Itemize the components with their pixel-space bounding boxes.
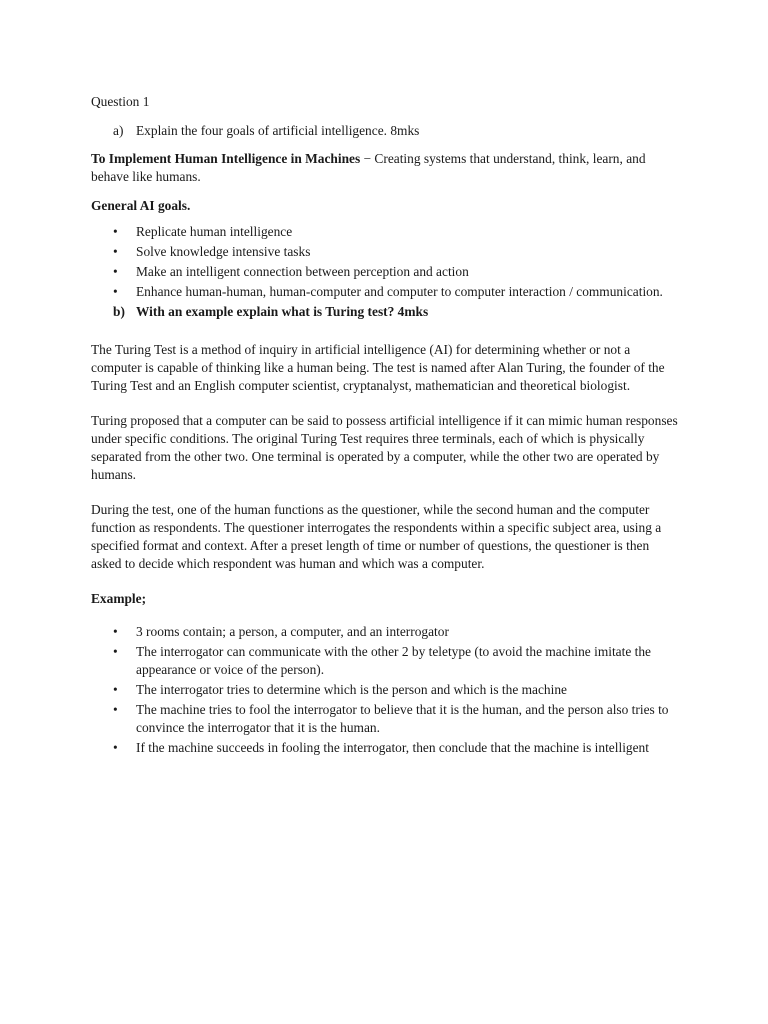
list-item-text: The interrogator tries to determine which is the person and which is the machine xyxy=(136,682,567,697)
question-title: Question 1 xyxy=(91,94,150,109)
turing-paragraph-3: During the test, one of the human functions as the questioner, while the second human and the computer function as respondents. The questioner interrogates the respondents within a specific subject area, using a specified format and context. After a preset length of time or number of questions, the questioner is then asked to decide which respondent was human and which was a computer. xyxy=(91,502,662,571)
implement-paragraph xyxy=(91,150,681,186)
general-goals-list xyxy=(91,223,681,301)
list-item xyxy=(91,223,681,241)
list-item-text: Replicate human intelligence xyxy=(136,224,293,239)
list-item xyxy=(91,681,681,699)
bullet-icon: • xyxy=(113,682,118,697)
part-b-question xyxy=(113,303,681,321)
list-item-text: 3 rooms contain; a person, a computer, and an interrogator xyxy=(136,624,449,639)
turing-paragraph-1: The Turing Test is a method of inquiry in artificial intelligence (AI) for determining whether or not a computer is capable of thinking like a human being. The test is named after Alan Turing, the founder of the Turing Test and an English computer scientist, cryptanalyst, mathematician and theoretical biologist. xyxy=(91,342,665,393)
part-a-text: Explain the four goals of artificial intelligence. 8mks xyxy=(136,123,420,138)
list-item xyxy=(91,243,681,261)
part-a-question xyxy=(113,122,681,140)
list-item xyxy=(91,643,681,679)
general-goals-heading: General AI goals. xyxy=(91,198,191,213)
list-item xyxy=(91,283,681,301)
list-item xyxy=(91,623,681,641)
implement-text: − Creating systems that understand, think, learn, and behave like humans. xyxy=(91,151,646,184)
bullet-icon: • xyxy=(113,624,118,639)
list-item xyxy=(91,701,681,737)
part-b-text: With an example explain what is Turing test? 4mks xyxy=(136,304,429,319)
part-b-marker: b) xyxy=(113,304,125,319)
bullet-icon: • xyxy=(113,224,118,239)
list-item xyxy=(91,739,681,757)
list-item-text: If the machine succeeds in fooling the interrogator, then conclude that the machine is intelligent xyxy=(136,740,649,755)
turing-paragraph-2: Turing proposed that a computer can be said to possess artificial intelligence if it can mimic human responses under specific conditions. The original Turing Test requires three terminals, each of which is physically separated from the other two. One terminal is operated by a computer, while the other two are operated by humans. xyxy=(91,413,678,482)
example-list xyxy=(91,623,681,757)
bullet-icon: • xyxy=(113,284,118,299)
list-item-text: Make an intelligent connection between perception and action xyxy=(136,264,469,279)
bullet-icon: • xyxy=(113,644,118,659)
document-page xyxy=(91,93,681,759)
list-item-text: Solve knowledge intensive tasks xyxy=(136,244,311,259)
bullet-icon: • xyxy=(113,244,118,259)
list-item-text: Enhance human-human, human-computer and computer to computer interaction / communication. xyxy=(136,284,663,299)
list-item xyxy=(91,263,681,281)
bullet-icon: • xyxy=(113,264,118,279)
bullet-icon: • xyxy=(113,740,118,755)
list-item-text: The machine tries to fool the interrogator to believe that it is the human, and the person also tries to convince the interrogator that it is the human. xyxy=(136,702,669,735)
bullet-icon: • xyxy=(113,702,118,717)
implement-heading: To Implement Human Intelligence in Machines xyxy=(91,151,361,166)
list-item-text: The interrogator can communicate with the other 2 by teletype (to avoid the machine imitate the appearance or voice of the person). xyxy=(136,644,651,677)
example-heading: Example; xyxy=(91,591,147,606)
part-a-marker: a) xyxy=(113,123,124,138)
